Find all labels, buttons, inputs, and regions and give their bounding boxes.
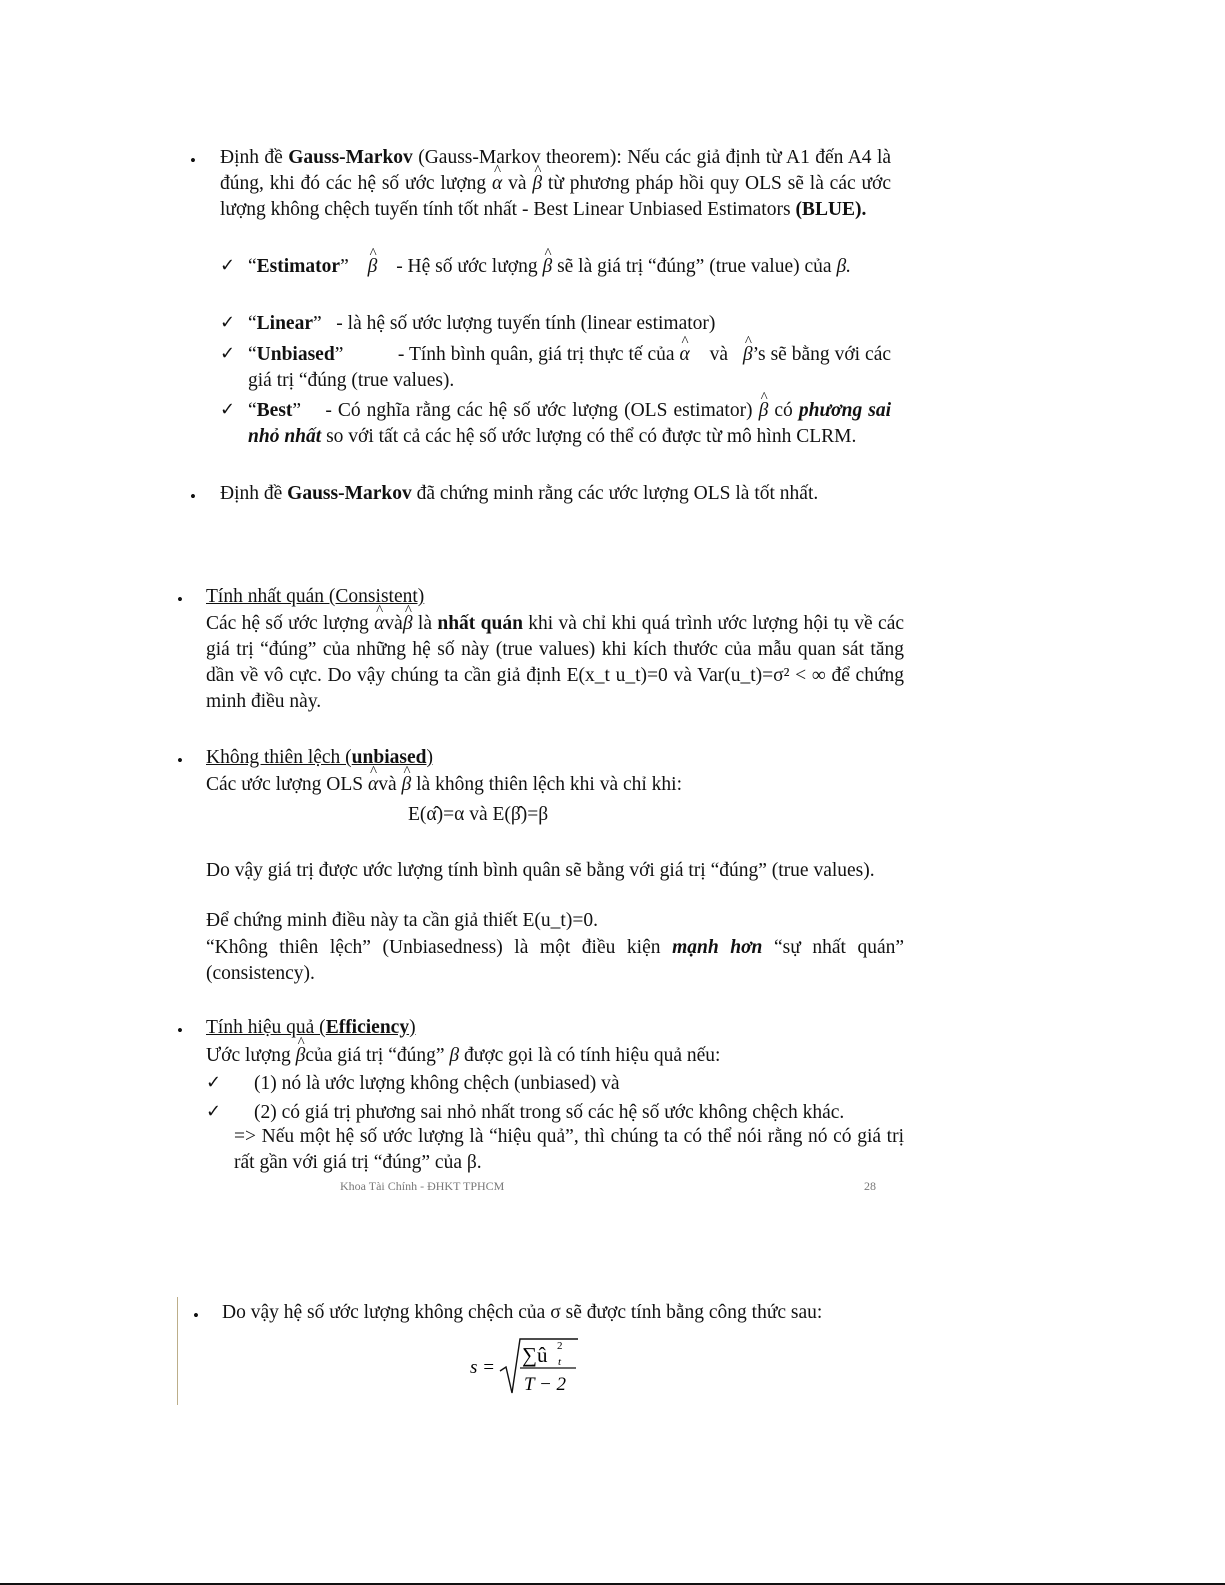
bullet: • <box>177 590 183 609</box>
efficiency-check-1: (1) nó là ước lượng không chệch (unbiased) và <box>254 1073 620 1094</box>
alpha-hat-symbol: ^ α <box>492 171 502 197</box>
check-item-unbiased: “Unbiased” - Tính bình quân, giá trị thực tế của ^ α và ^ β’s sẽ bằng với các giá trị “đúng (true values). <box>248 342 891 394</box>
unbiased-para-1: Do vậy giá trị được ước lượng tính bình quân sẽ bằng với giá trị “đúng” (true values). <box>206 860 875 881</box>
efficiency-line: Ước lượng ^ βcủa giá trị “đúng” β được gọi là có tính hiệu quả nếu: <box>206 1043 904 1069</box>
checkmark-icon: ✓ <box>220 312 236 333</box>
gauss-markov-paragraph: Định đề Gauss-Markov (Gauss-Markov theorem): Nếu các giả định từ A1 đến A4 là đúng, khi đó các hệ số ước lượng ^ α và ^ β từ phương pháp hồi quy OLS sẽ là các ước lượng không chệch tuyến tính tốt nhất - Best Linear Unbiased Estimators (BLUE). <box>220 145 891 223</box>
check-item-linear: “Linear” - là hệ số ước lượng tuyến tính (linear estimator) <box>248 313 716 334</box>
footer-source: Khoa Tài Chính - ĐHKT TPHCM <box>340 1179 505 1193</box>
unbiased-para-3: “Không thiên lệch” (Unbiasedness) là một điều kiện mạnh hơn “sự nhất quán” (consistency). <box>206 937 905 984</box>
unbiased-para-2: Để chứng minh điều này ta cần giả thiết E(u_t)=0. <box>206 910 598 931</box>
bullet: • <box>190 151 196 170</box>
checkmark-icon: ✓ <box>220 399 236 420</box>
formula-denominator: T − 2 <box>524 1374 567 1395</box>
efficiency-check-2: (2) có giá trị phương sai nhỏ nhất trong số các hệ số ước không chệch khác. <box>254 1102 845 1123</box>
bullet: • <box>177 751 183 770</box>
bullet: • <box>190 487 196 506</box>
formula-numerator: ∑û <box>522 1343 548 1367</box>
heading-unbiased: Không thiên lệch (unbiased) <box>206 747 433 768</box>
sigma-text: Do vậy hệ số ước lượng không chệch của σ sẽ được tính bằng công thức sau: <box>222 1302 823 1323</box>
page-number: 28 <box>864 1179 876 1193</box>
checkmark-icon: ✓ <box>220 255 236 276</box>
heading-consistent: Tính nhất quán (Consistent) <box>206 586 425 607</box>
consistent-paragraph: Các hệ số ước lượng ^ αvà^ β là nhất quán khi và chỉ khi quá trình ước lượng hội tụ về các giá trị “đúng” của những hệ số này (true values) khi kích thước của mẫu quan sát tăng dần về vô cực. Do vậy chúng ta cần giả định E(x_t u_t)=0 và Var(u_t)=σ² < ∞ để chứng minh điều này. <box>206 611 904 715</box>
gauss-markov-conclusion: Định đề Gauss-Markov đã chứng minh rằng các ước lượng OLS là tốt nhất. <box>220 483 819 504</box>
heading-efficiency: Tính hiệu quả (Efficiency) <box>206 1017 416 1038</box>
margin-rule <box>177 1297 178 1405</box>
check-item-best: “Best” - Có nghĩa rằng các hệ số ước lượng (OLS estimator) ^ β có phương sai nhỏ nhất so với tất cả các hệ số ước lượng có thể có được từ mô hình CLRM. <box>248 398 891 450</box>
bullet: • <box>193 1306 199 1325</box>
beta-hat-symbol: ^ β <box>532 171 542 197</box>
unbiased-line: Các ước lượng OLS ^ αvà ^ β là không thiên lệch khi và chỉ khi: <box>206 772 904 798</box>
formula-lhs: s = <box>470 1357 495 1378</box>
check-item-estimator: “Estimator” ^ β - Hệ số ước lượng ^ β sẽ là giá trị “đúng” (true value) của β. <box>248 254 891 280</box>
formula-subscript: t <box>558 1356 562 1368</box>
checkmark-icon: ✓ <box>206 1101 222 1122</box>
sqrt-formula-graphic <box>470 1335 580 1397</box>
sigma-formula <box>470 1335 580 1404</box>
efficiency-conclusion: => Nếu một hệ số ước lượng là “hiệu quả”, thì chúng ta có thể nói rằng nó có giá trị rất gần với giá trị “đúng” của β. <box>234 1126 904 1173</box>
formula-exponent: 2 <box>557 1340 563 1352</box>
unbiased-equation: E(α̂)=α và E(β̂)=β <box>408 804 549 825</box>
bullet: • <box>177 1021 183 1040</box>
checkmark-icon: ✓ <box>220 343 236 364</box>
checkmark-icon: ✓ <box>206 1072 222 1093</box>
